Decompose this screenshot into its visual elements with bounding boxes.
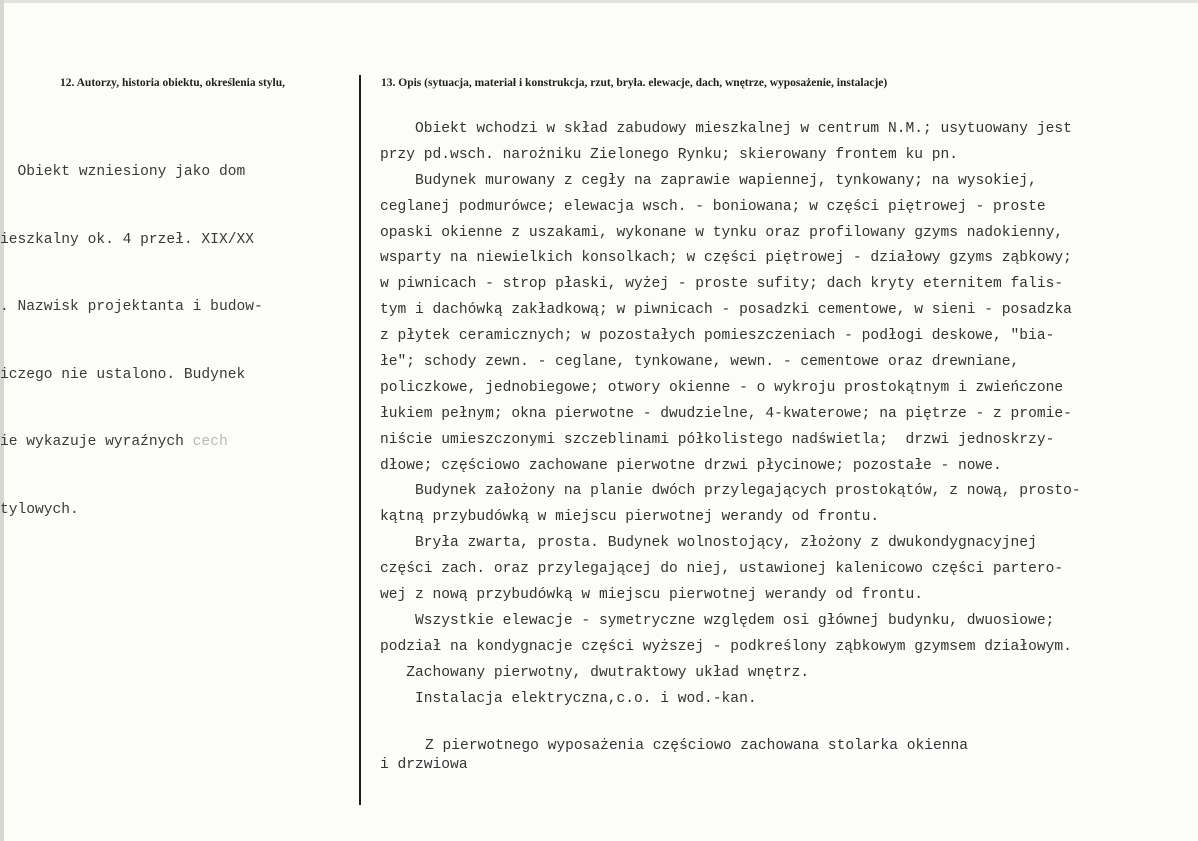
description-line: Bryła zwarta, prosta. Budynek wolnostojący, złożony z dwukondygnacyjnej [380, 535, 1037, 552]
authors-line: Obiekt wzniesiony jako dom [0, 164, 246, 180]
description-text [380, 117, 1170, 712]
description-line: Obiekt wchodzi w skład zabudowy mieszkalnej w centrum N.M.; usytuowany jest [380, 121, 1072, 137]
description-line: Budynek murowany z cegły na zaprawie wapiennej, tynkowany; na wysokiej, [380, 172, 1037, 189]
description-line: tym i dachówką zakładkową; w piwnicach - posadzki cementowe, w sieni - posadzka [380, 302, 1072, 319]
description-line: dłowe; częściowo zachowane pierwotne drzwi płycinowe; pozostałe - nowe. [380, 457, 1002, 474]
description-line: przy pd.wsch. narożniku Zielonego Rynku; skierowany frontem ku pn. [380, 146, 959, 163]
description-line: podział na kondygnacje części wyższej - podkreślony ząbkowym gzymsem działowym. [380, 638, 1072, 655]
pasted-line: i drzwiowa [380, 757, 468, 773]
description-line: wej z nową przybudówką w miejscu pierwotnej werandy od frontu. [380, 587, 923, 604]
authors-line: ieszkalny ok. 4 przeł. XIX/XX [0, 231, 254, 248]
description-line: z płytek ceramicznych; w pozostałych pomieszczeniach - podłogi deskowe, "bia- [380, 328, 1055, 345]
description-line: Wszystkie elewacje - symetryczne względem osi głównej budynku, dwuosiowe; [380, 612, 1055, 629]
authors-line: iczego nie ustalono. Budynek [0, 366, 246, 383]
authors-line: tylowych. [0, 501, 79, 518]
description-line: opaski okienne z uszakami, wykonane w tynku oraz profilowany gzyms nadokienny, [380, 224, 1064, 241]
authors-history-text [0, 116, 340, 566]
faded-word: cech [192, 434, 228, 450]
description-line: kątną przybudówką w miejscu pierwotnej werandy od frontu. [380, 509, 880, 526]
column-divider [359, 75, 361, 805]
card-top-edge [0, 0, 1198, 3]
authors-line: . Nazwisk projektanta i budow- [0, 299, 263, 315]
authors-line-part: ie wykazuje wyraźnych [0, 434, 193, 450]
pasted-line: Z pierwotnego wyposażenia częściowo zachowana stolarka okienna [390, 738, 969, 754]
pasted-note [380, 724, 1108, 792]
authors-line-with-faded [0, 431, 340, 454]
description-line: Instalacja elektryczna,c.o. i wod.-kan. [380, 690, 757, 707]
description-line: łe"; schody zewn. - ceglane, tynkowane, wewn. - cementowe oraz drewniane, [380, 354, 1020, 371]
section-12-header: 12. Autorzy, historia obiektu, określenia stylu, [60, 77, 286, 89]
description-line: łukiem pełnym; okna pierwotne - dwudzielne, 4-kwaterowe; na piętrze - z promie- [380, 405, 1072, 422]
description-line: Budynek założony na planie dwóch przylegających prostokątów, z nową, prosto- [380, 483, 1081, 500]
description-line: części zach. oraz przylegającej do niej, ustawionej kalenicowo części partero- [380, 561, 1064, 578]
description-line: wsparty na niewielkich konsolkach; w części piętrowej - działowy gzyms ząbkowy; [380, 250, 1072, 267]
section-13-header: 13. Opis (sytuacja, materiał i konstrukcja, rzut, bryła. elewacje, dach, wnętrze, wyposażenie, instalacje) [381, 77, 888, 89]
description-line: niście umieszczonymi szczeblinami półkolistego nadświetla; drzwi jednoskrzy- [380, 431, 1055, 448]
description-line: Zachowany pierwotny, dwutraktowy układ wnętrz. [380, 664, 810, 681]
description-line: w piwnicach - strop płaski, wyżej - proste sufity; dach kryty eternitem falis- [380, 276, 1064, 293]
description-line: ceglanej podmurówce; elewacja wsch. - boniowana; w części piętrowej - proste [380, 198, 1046, 215]
description-line: policzkowe, jednobiegowe; otwory okienne - o wykroju prostokątnym i zwieńczone [380, 379, 1064, 396]
